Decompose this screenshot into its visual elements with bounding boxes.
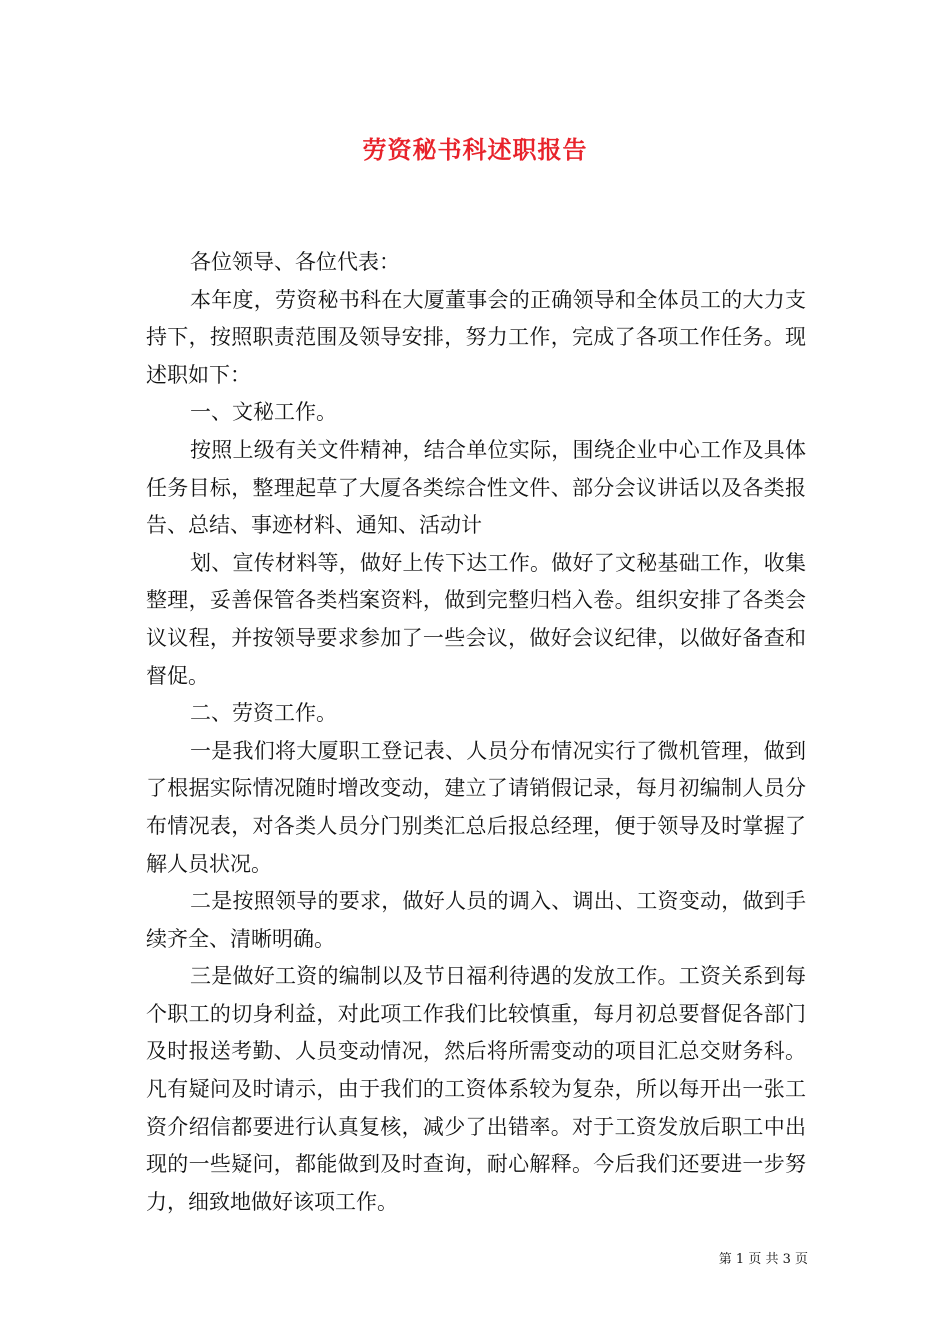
page-number: 第 1 页 共 3 页: [718, 1252, 808, 1267]
section-heading-labor: 二、劳资工作。: [190, 701, 337, 726]
body-paragraph: 二是按照领导的要求，做好人员的调入、调出、工资变动，做到手续齐全、清晰明确。: [146, 889, 806, 951]
body-paragraph: 一是我们将大厦职工登记表、人员分布情况实行了微机管理，做到了根据实际情况随时增改变动，建立了请销假记录，每月初编制人员分布情况表，对各类人员分门别类汇总后报总经理，便于领导及时掌握了解人员状况。: [146, 738, 806, 876]
body-paragraph: 三是做好工资的编制以及节日福利待遇的发放工作。工资关系到每个职工的切身利益，对此项工作我们比较慎重，每月初总要督促各部门及时报送考勤、人员变动情况，然后将所需变动的项目汇总交财务科。凡有疑问及时请示，由于我们的工资体系较为复杂，所以每开出一张工资介绍信都要进行认真复核，减少了出错率。对于工资发放后职工中出现的一些疑问，都能做到及时查询，耐心解释。今后我们还要进一步努力，细致地做好该项工作。: [146, 964, 806, 1214]
document-title: 劳资秘书科述职报告: [362, 135, 588, 164]
body-paragraph: 按照上级有关文件精神，结合单位实际，围绕企业中心工作及具体任务目标，整理起草了大厦各类综合性文件、部分会议讲话以及各类报告、总结、事迹材料、通知、活动计: [146, 437, 806, 538]
body-paragraph: 划、宣传材料等，做好上传下达工作。做好了文秘基础工作，收集整理，妥善保管各类档案资料，做到完整归档入卷。组织安排了各类会议议程，并按领导要求参加了一些会议，做好会议纪律，以做好备查和督促。: [146, 550, 806, 688]
section-heading-secretarial: 一、文秘工作。: [190, 400, 337, 425]
intro-paragraph: 本年度，劳资秘书科在大厦董事会的正确领导和全体员工的大力支持下，按照职责范围及领导安排，努力工作，完成了各项工作任务。现述职如下：: [146, 287, 806, 387]
document-body: [146, 244, 806, 1221]
salutation-paragraph: 各位领导、各位代表：: [190, 250, 400, 274]
